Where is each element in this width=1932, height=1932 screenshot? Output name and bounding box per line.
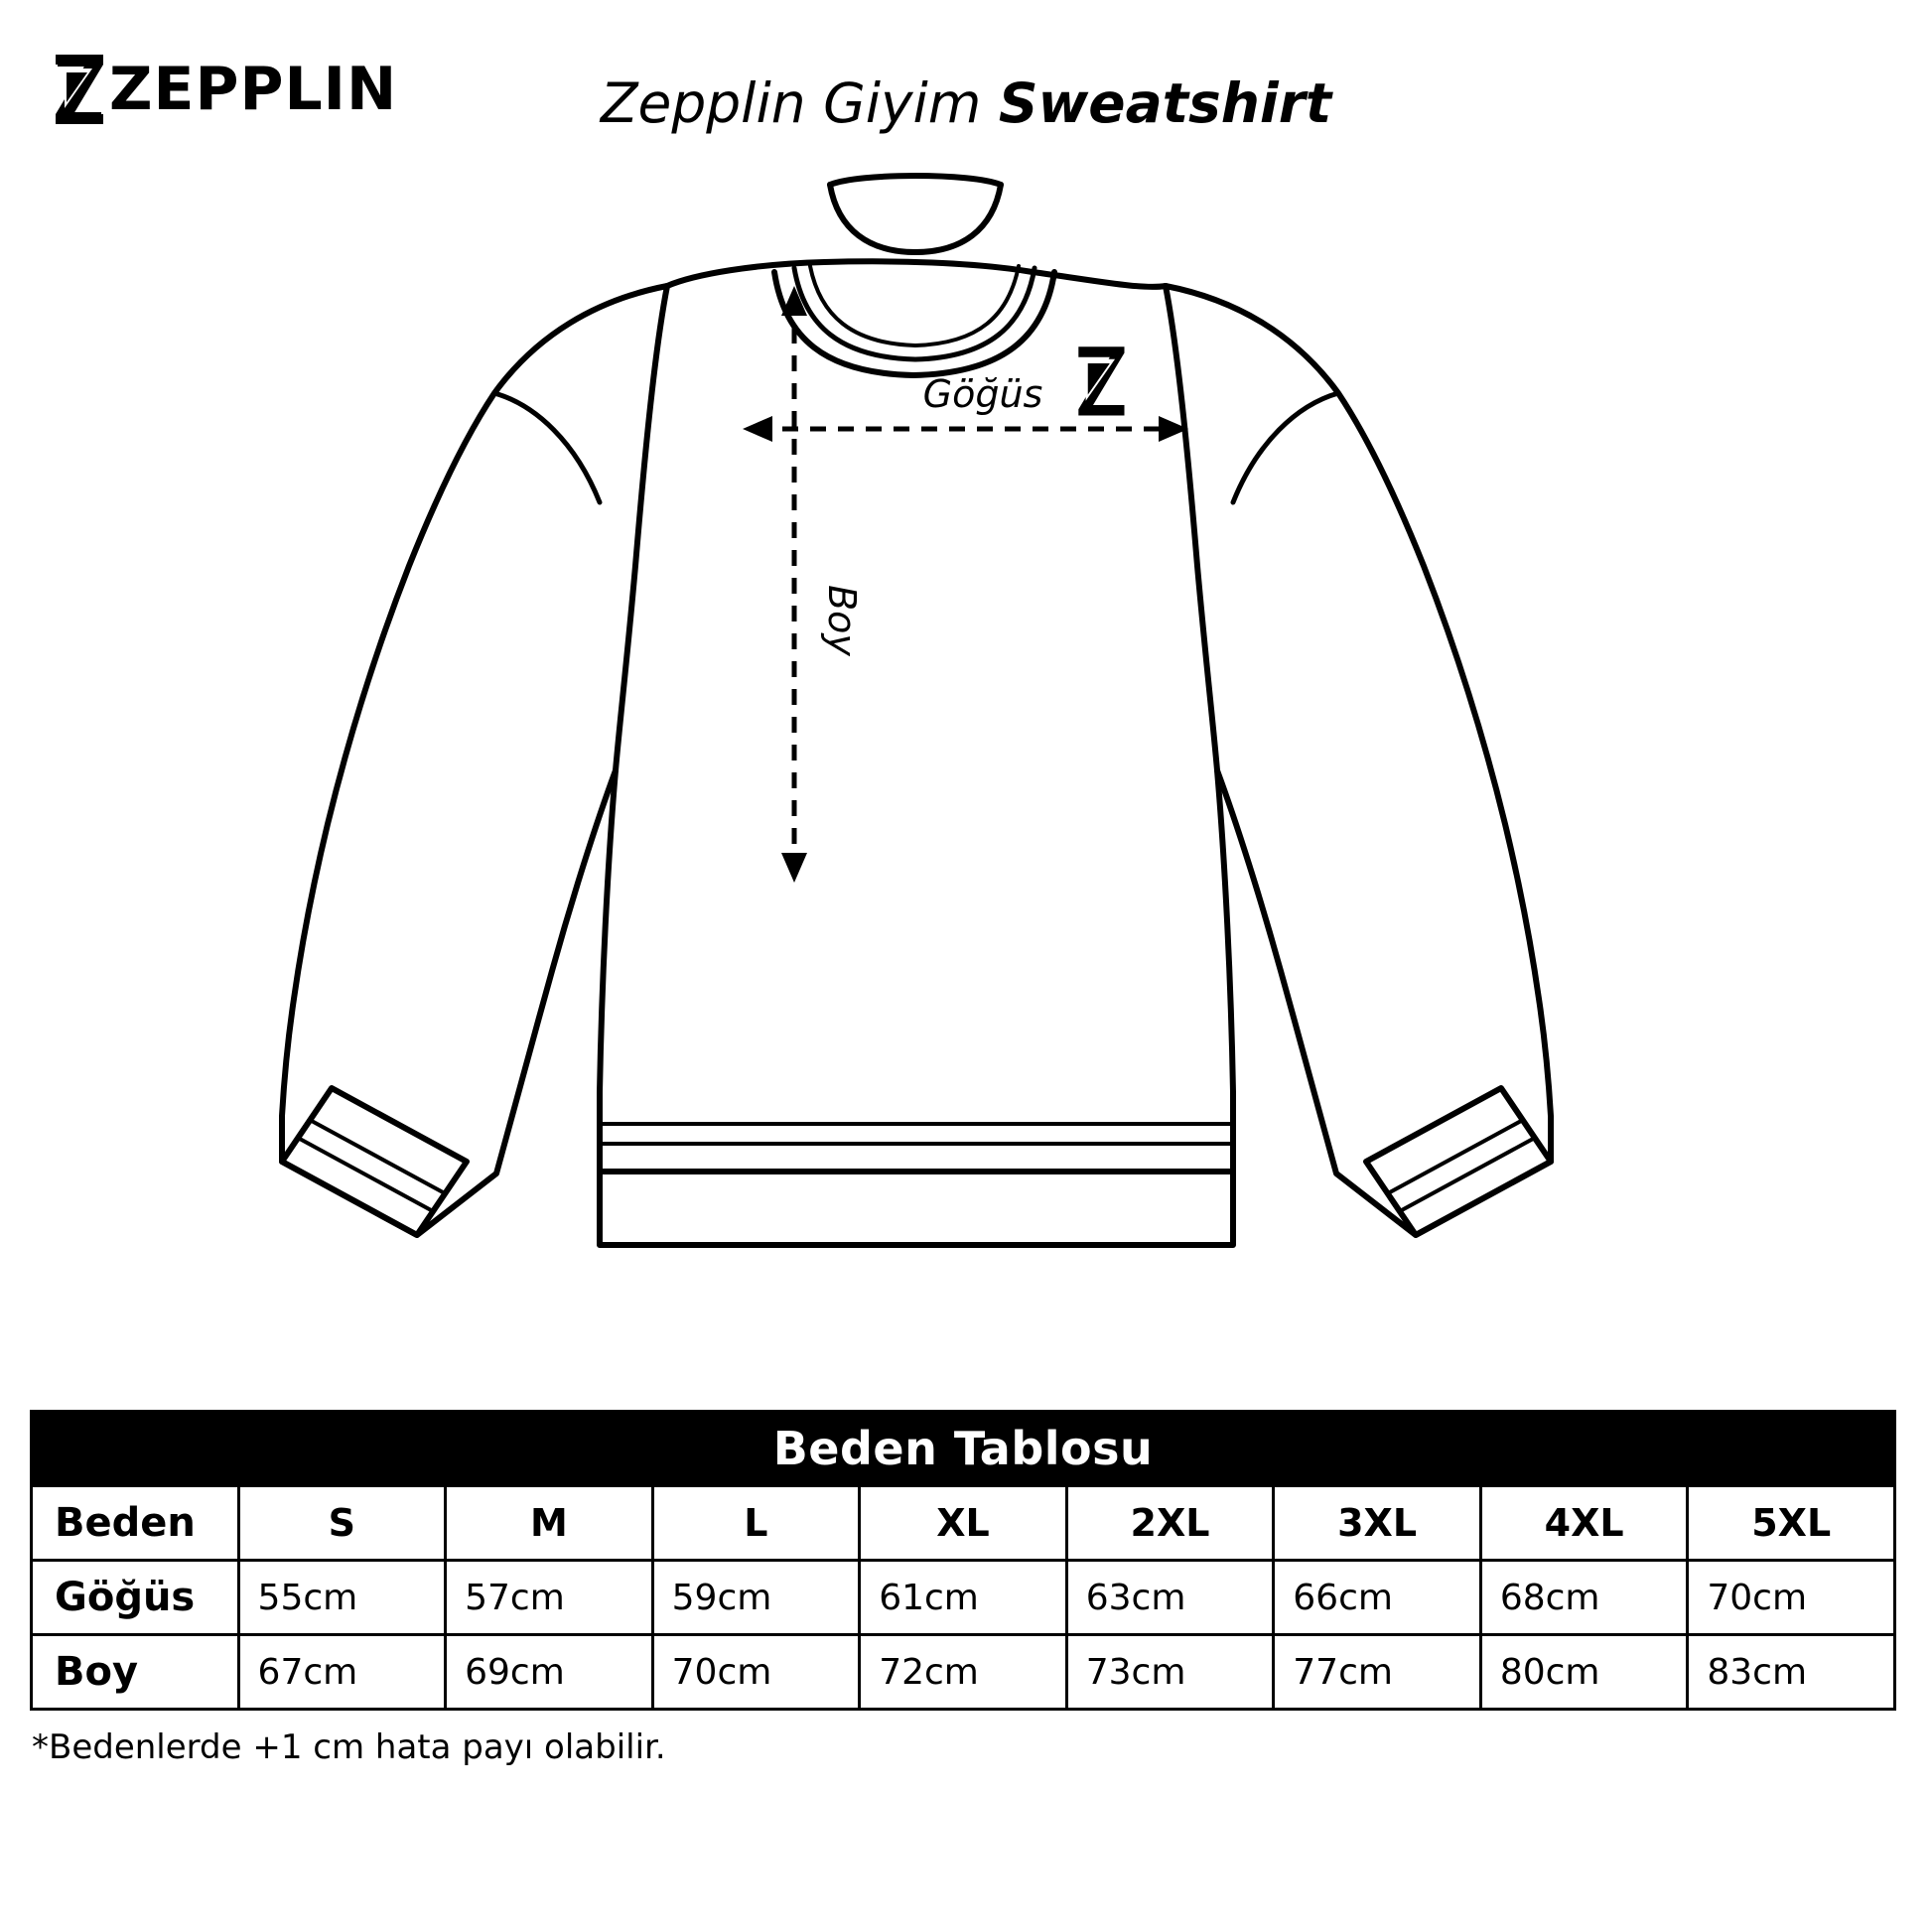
chest-2xl: 63cm xyxy=(1066,1561,1274,1635)
table-title-row xyxy=(32,1412,1895,1486)
size-col-2xl: 2XL xyxy=(1066,1486,1274,1561)
size-col-4xl: 4XL xyxy=(1480,1486,1688,1561)
length-3xl: 77cm xyxy=(1274,1635,1481,1710)
header-beden: Beden xyxy=(32,1486,239,1561)
length-s: 67cm xyxy=(238,1635,446,1710)
sweatshirt-drawing xyxy=(0,169,1932,1390)
size-table xyxy=(30,1410,1896,1711)
chest-l: 59cm xyxy=(652,1561,860,1635)
length-5xl: 83cm xyxy=(1688,1635,1895,1710)
chest-measure-arrow xyxy=(743,416,1188,442)
chest-5xl: 70cm xyxy=(1688,1561,1895,1635)
chest-4xl: 68cm xyxy=(1480,1561,1688,1635)
chest-3xl: 66cm xyxy=(1274,1561,1481,1635)
size-table-container xyxy=(30,1410,1896,1711)
table-row-chest xyxy=(32,1561,1895,1635)
table-header-row xyxy=(32,1486,1895,1561)
length-m: 69cm xyxy=(446,1635,653,1710)
size-col-xl: XL xyxy=(860,1486,1067,1561)
page-title-bold: Sweatshirt xyxy=(998,71,1332,135)
chest-z-logo-icon xyxy=(1078,346,1124,415)
size-col-s: S xyxy=(238,1486,446,1561)
chest-m: 57cm xyxy=(446,1561,653,1635)
row-label-boy: Boy xyxy=(32,1635,239,1710)
chest-s: 55cm xyxy=(238,1561,446,1635)
tolerance-note: *Bedenlerde +1 cm hata payı olabilir. xyxy=(32,1727,666,1767)
table-row-length xyxy=(32,1635,1895,1710)
chest-measure-label: Göğüs xyxy=(922,372,1043,416)
size-col-m: M xyxy=(446,1486,653,1561)
row-label-gogus: Göğüs xyxy=(32,1561,239,1635)
size-col-5xl: 5XL xyxy=(1688,1486,1895,1561)
length-xl: 72cm xyxy=(860,1635,1067,1710)
length-measure-label: Boy xyxy=(820,585,864,656)
garment-illustration xyxy=(0,169,1932,1390)
table-title: Beden Tablosu xyxy=(32,1412,1895,1486)
brand-name: ZEPPLIN xyxy=(109,55,398,124)
length-l: 70cm xyxy=(652,1635,860,1710)
length-measure-arrow xyxy=(781,286,807,883)
size-col-l: L xyxy=(652,1486,860,1561)
length-4xl: 80cm xyxy=(1480,1635,1688,1710)
page-title xyxy=(0,71,1932,135)
page-title-light: Zepplin Giyim xyxy=(600,71,999,135)
length-2xl: 73cm xyxy=(1066,1635,1274,1710)
chest-xl: 61cm xyxy=(860,1561,1067,1635)
size-col-3xl: 3XL xyxy=(1274,1486,1481,1561)
